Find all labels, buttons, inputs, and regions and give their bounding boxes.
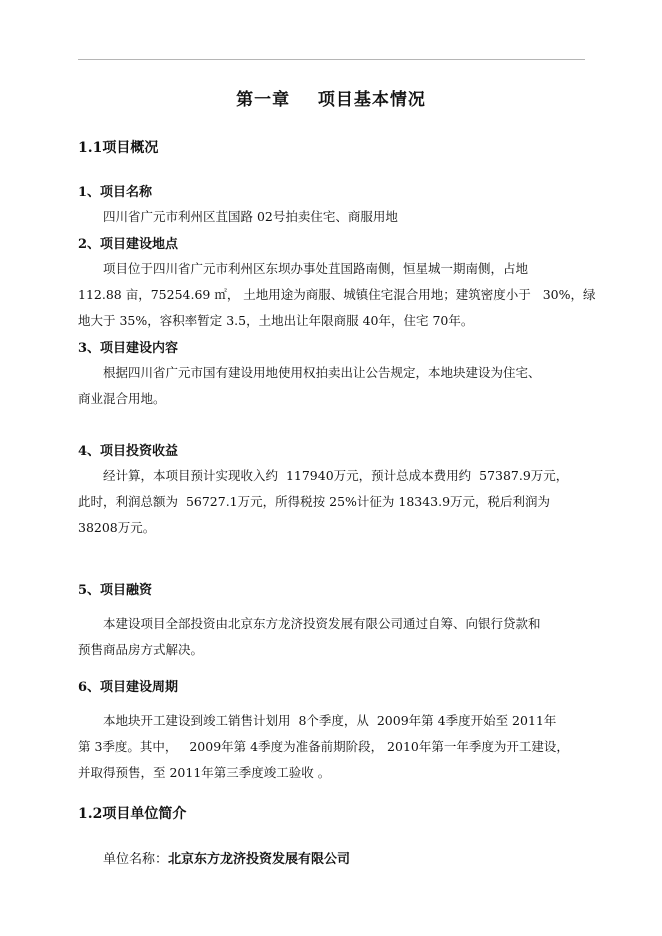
- unit-name-label: 单位名称：: [103, 852, 169, 867]
- item-text-schedule-line-2: 第 3季度。其中， 2009年第 4季度为准备前期阶段， 2010年第一年季度为开工建设，: [78, 739, 569, 754]
- item-heading-content: 3、项目建设内容: [78, 341, 179, 356]
- item-text-content-line-2: 商业混合用地。: [78, 391, 166, 406]
- unit-name-row: [103, 848, 350, 867]
- item-text-project-name: 四川省广元市利州区苴国路 02号拍卖住宅、商服用地: [103, 209, 398, 224]
- header-rule: [78, 59, 585, 60]
- item-heading-investment-return: 4、项目投资收益: [78, 444, 179, 459]
- item-text-content-line-1: 根据四川省广元市国有建设用地使用权拍卖出让公告规定，本地块建设为住宅、: [103, 365, 541, 380]
- unit-name-value: 北京东方龙济投资发展有限公司: [168, 852, 351, 867]
- item-text-financing-line-1: 本建设项目全部投资由北京东方龙济投资发展有限公司通过自筹、向银行贷款和: [103, 616, 541, 631]
- item-heading-location: 2、项目建设地点: [78, 237, 179, 252]
- item-text-investment-line-3: 38208万元。: [78, 520, 156, 535]
- item-text-location-line-3: 地大于 35%，容积率暂定 3.5，土地出让年限商服 40年，住宅 70年。: [78, 313, 474, 328]
- item-heading-financing: 5、项目融资: [78, 583, 153, 598]
- item-text-financing-line-2: 预售商品房方式解决。: [78, 642, 204, 657]
- chapter-title: 第一章 项目基本情况: [236, 90, 426, 110]
- item-text-investment-line-1: 经计算，本项目预计实现收入约 117940万元，预计总成本费用约 57387.9万元，: [103, 468, 569, 483]
- section-title-project-overview: 1.1项目概况: [78, 140, 159, 156]
- item-text-investment-line-2: 此时，利润总额为 56727.1万元，所得税按 25%计征为 18343.9万元，税后利润为: [78, 494, 551, 509]
- item-text-schedule-line-3: 并取得预售，至 2011年第三季度竣工验收 。: [78, 765, 331, 780]
- item-heading-schedule: 6、项目建设周期: [78, 680, 179, 695]
- section-title-unit-intro: 1.2项目单位简介: [78, 806, 187, 822]
- item-text-schedule-line-1: 本地块开工建设到竣工销售计划用 8个季度，从 2009年第 4季度开始至 2011年: [103, 713, 557, 728]
- item-text-location-line-1: 项目位于四川省广元市利州区东坝办事处苴国路南侧，恒星城一期南侧，占地: [103, 261, 529, 276]
- item-text-location-line-2: 112.88 亩，75254.69 ㎡， 土地用途为商服、城镇住宅混合用地；建筑密度小于 30%，绿: [78, 287, 596, 302]
- item-heading-project-name: 1、项目名称: [78, 185, 153, 200]
